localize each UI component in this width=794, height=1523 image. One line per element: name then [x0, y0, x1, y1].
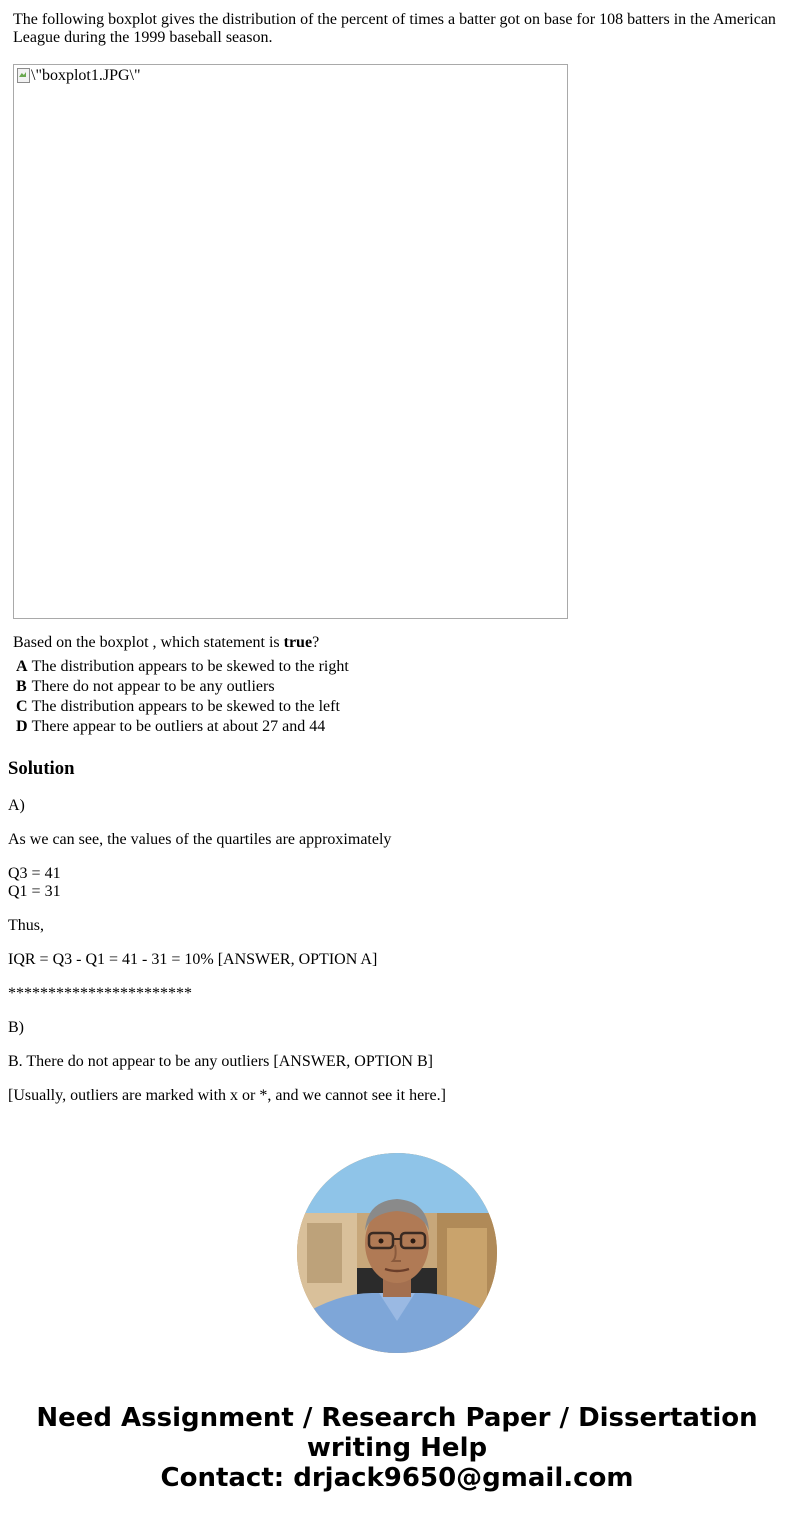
option-letter: C [16, 698, 28, 715]
part-b-note: [Usually, outliers are marked with x or *, and we cannot see it here.] [8, 1087, 446, 1104]
author-avatar [297, 1153, 497, 1353]
option-text: There do not appear to be any outliers [31, 678, 275, 695]
option-letter: B [16, 678, 27, 695]
option-text: There appear to be outliers at about 27 and 44 [31, 718, 326, 735]
image-alt-row [16, 67, 141, 85]
iqr-answer: IQR = Q3 - Q1 = 41 - 31 = 10% [ANSWER, OPTION A] [8, 951, 378, 968]
boxplot-image-placeholder [13, 64, 568, 619]
prompt-text: Based on the boxplot , which statement is [13, 634, 284, 651]
quartile-values [8, 865, 788, 901]
part-a-label: A) [8, 797, 25, 814]
broken-image-icon [16, 67, 30, 83]
option-row-d [15, 718, 350, 736]
option-row-c [15, 698, 350, 716]
option-row-b [15, 678, 350, 696]
option-text: The distribution appears to be skewed to the left [31, 698, 340, 715]
prompt-emphasis: true [283, 634, 313, 651]
q1-value: Q1 = 31 [8, 883, 61, 900]
solution-block [8, 758, 788, 1121]
author-portrait-icon [297, 1153, 497, 1353]
image-alt-text: \"boxplot1.JPG\" [31, 67, 141, 84]
option-letter: A [16, 658, 28, 675]
promo-contact: Contact: drjack9650@gmail.com [160, 1463, 634, 1493]
part-b-answer: B. There do not appear to be any outliers [ANSWER, OPTION B] [8, 1053, 433, 1070]
question-intro: The following boxplot gives the distribution of the percent of times a batter got on base for 108 batters in the American League during the 1999 baseball season. [13, 11, 776, 46]
answer-options [13, 656, 352, 738]
promo-banner [0, 1403, 794, 1493]
thus-text: Thus, [8, 917, 44, 934]
question-prompt [13, 634, 319, 652]
option-text: The distribution appears to be skewed to the right [31, 658, 349, 675]
q3-value: Q3 = 41 [8, 865, 61, 882]
option-letter: D [16, 718, 28, 735]
option-row-a [15, 658, 350, 676]
part-a-intro: As we can see, the values of the quartiles are approximately [8, 831, 392, 848]
part-b-label: B) [8, 1019, 24, 1036]
promo-line-2: writing Help [306, 1433, 488, 1463]
promo-line-1: Need Assignment / Research Paper / Dissertation [36, 1403, 758, 1433]
solution-heading: Solution [8, 758, 75, 779]
prompt-end: ? [312, 634, 320, 651]
separator: *********************** [8, 985, 192, 1002]
question-block [13, 11, 788, 47]
